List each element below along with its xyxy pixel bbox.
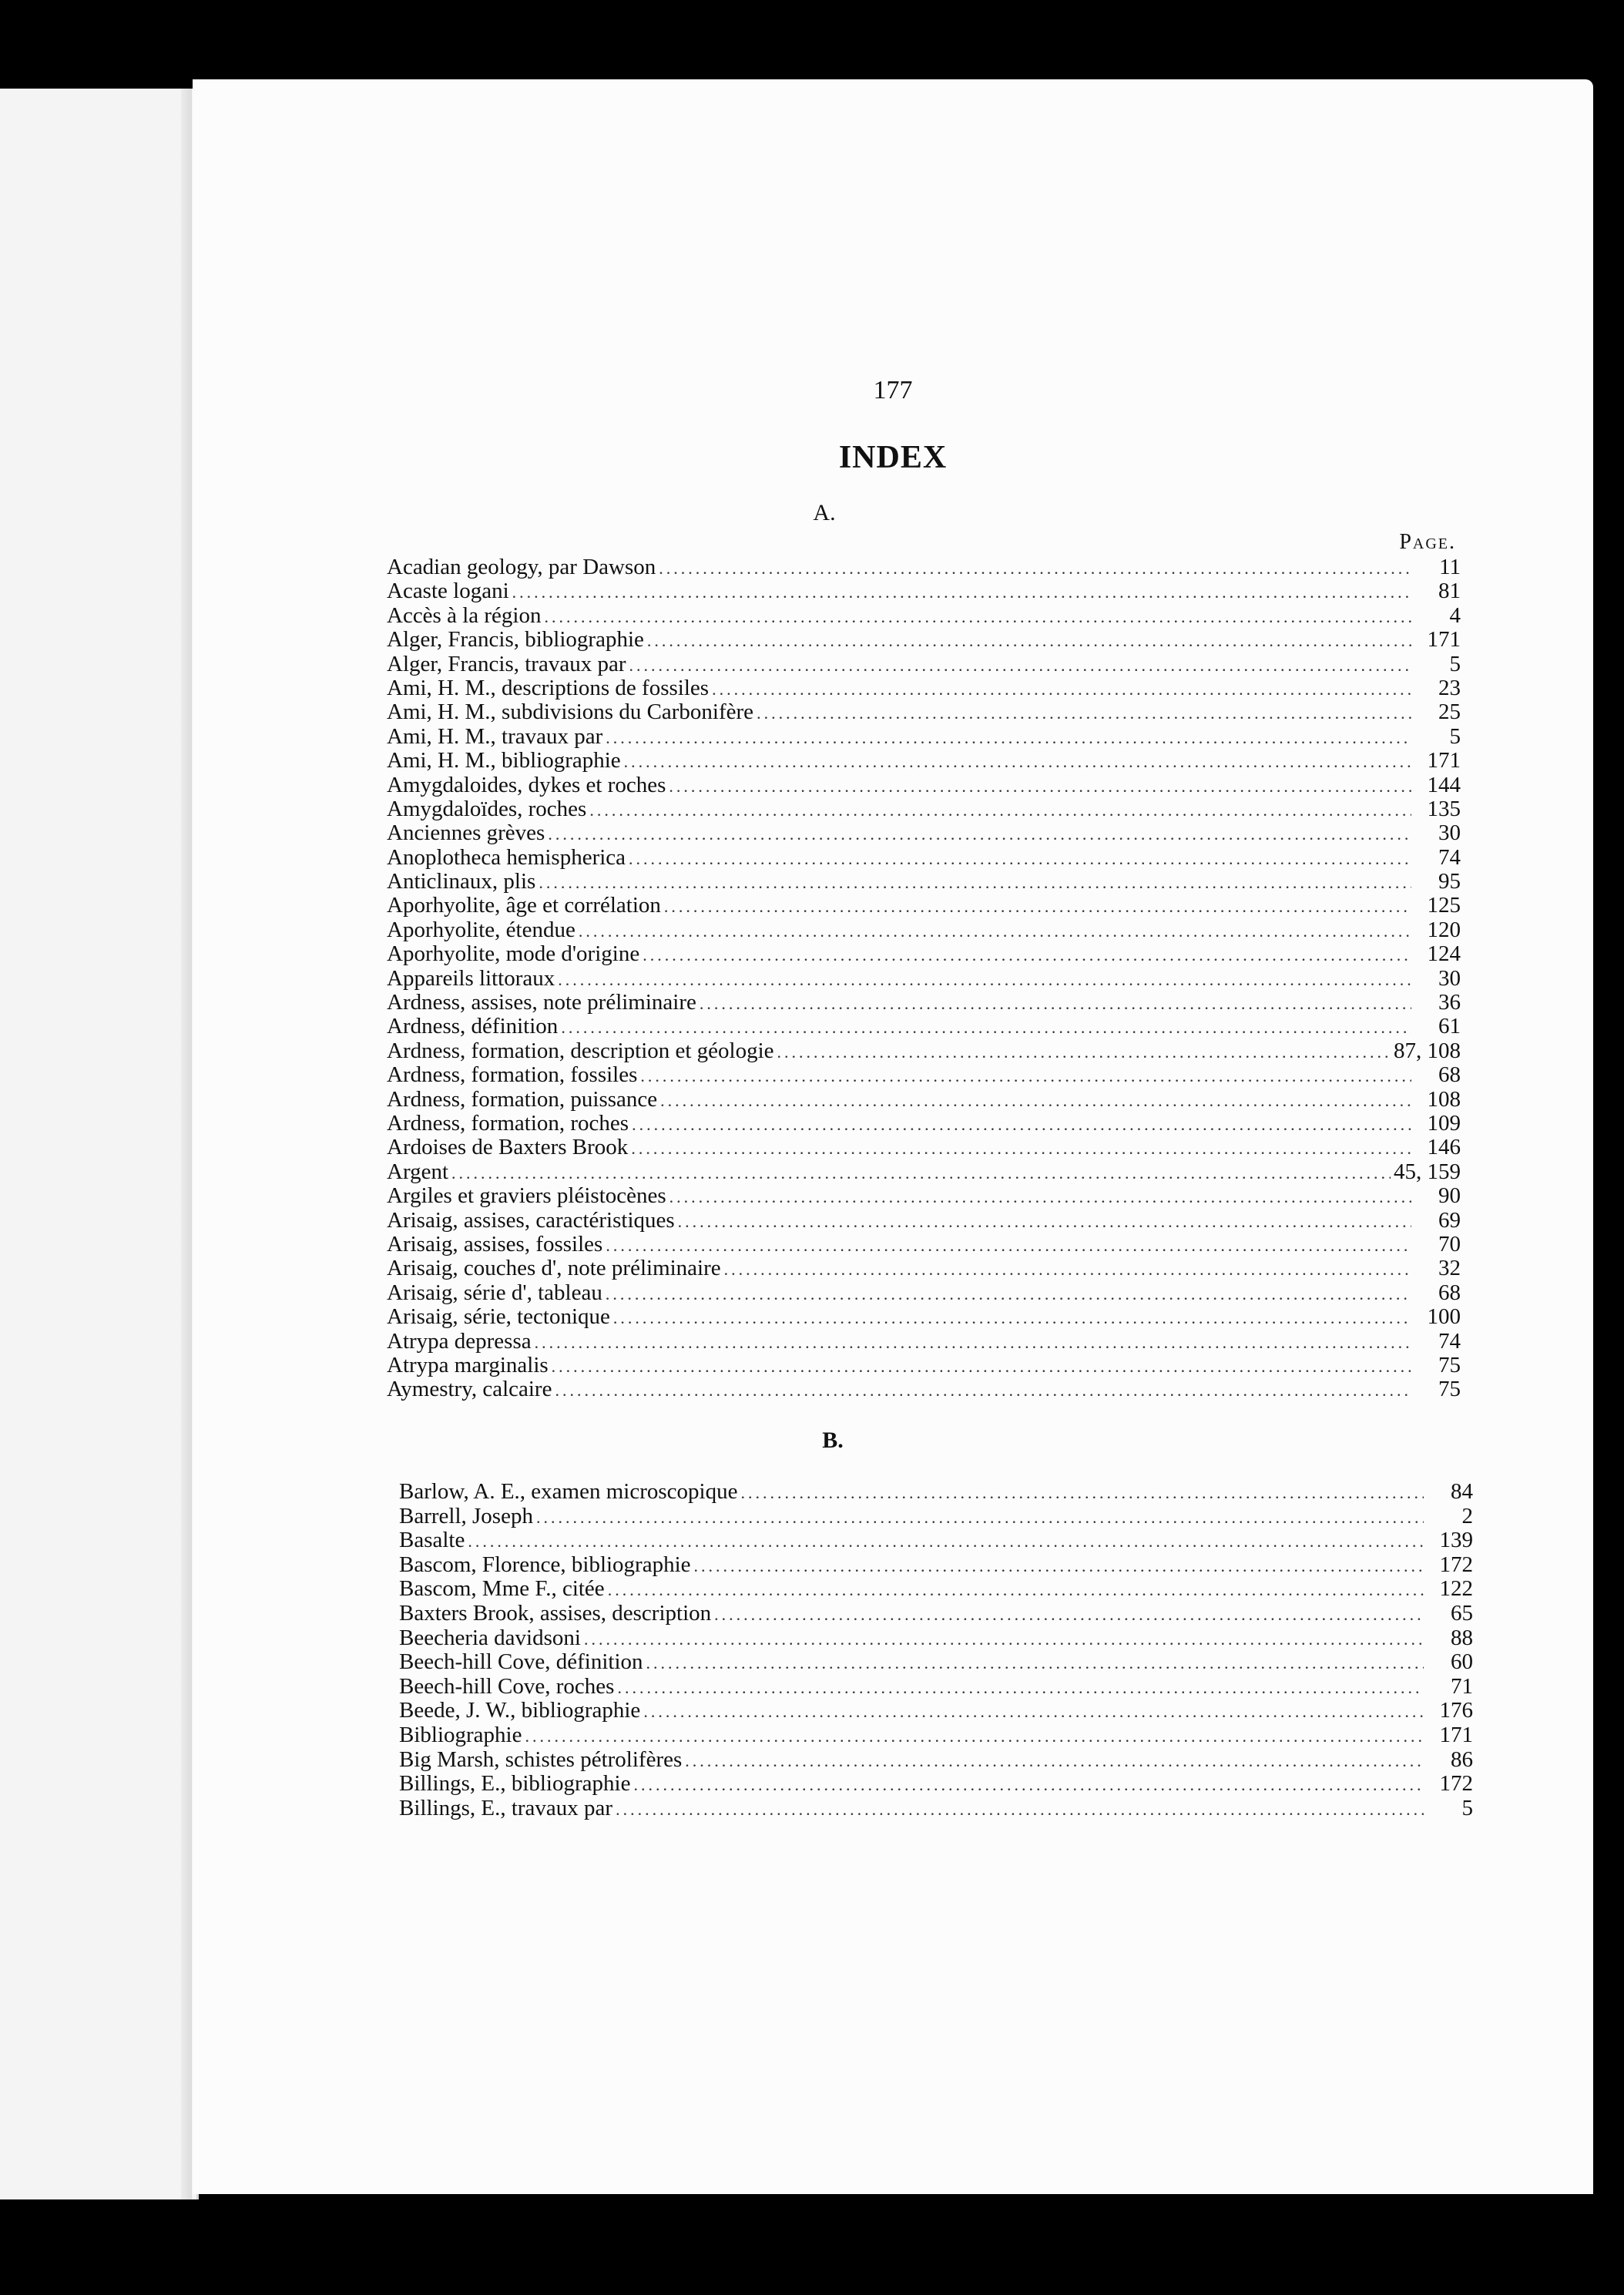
dot-leader [647,629,1411,652]
entry-label: Beech-hill Cove, définition [399,1650,643,1675]
dot-leader [669,774,1411,797]
entry-label: Ardness, assises, note préliminaire [387,991,696,1015]
entry-label: Aporhyolite, étendue [387,918,575,942]
index-entry [387,1136,1461,1159]
entry-label: Anoplotheca hemispherica [387,845,626,870]
dot-leader [451,1161,1391,1184]
dot-leader [724,1257,1411,1280]
entry-page-ref: 122 [1439,1577,1473,1602]
entry-label: Bibliographie [399,1723,522,1747]
dot-leader [633,1773,1424,1797]
entry-label: Atrypa marginalis [387,1353,549,1377]
dot-leader [678,1210,1411,1233]
entry-label: Basalte [399,1528,465,1553]
dot-leader [536,1505,1424,1529]
dot-leader [757,701,1411,724]
index-entry [387,894,1461,918]
entry-page-ref: 70 [1438,1232,1461,1257]
entry-page-ref: 146 [1427,1136,1461,1160]
entry-page-ref: 75 [1438,1377,1461,1402]
section-heading-b: B. [822,1428,844,1453]
dot-leader [544,605,1411,628]
index-entry [387,604,1461,628]
index-entry [387,700,1461,724]
entry-label: Bascom, Florence, bibliographie [399,1552,691,1577]
dot-leader [714,1602,1424,1626]
entry-label: Ardness, définition [387,1015,559,1039]
entry-page-ref: 171 [1439,1723,1473,1747]
entry-page-ref: 124 [1427,942,1461,967]
entry-label: Ami, H. M., travaux par [387,724,603,749]
index-entry [387,1330,1461,1354]
dot-leader [606,1233,1411,1257]
dot-leader [616,1797,1424,1821]
dot-leader [561,1015,1411,1038]
entry-page-ref: 74 [1438,1329,1461,1354]
index-entry [399,1699,1473,1723]
dot-leader [584,1627,1424,1651]
entry-label: Argiles et graviers pléistocènes [387,1184,666,1209]
entry-label: Ardness, formation, description et géologie [387,1038,774,1063]
dot-leader [664,894,1411,918]
index-entry [387,1233,1461,1257]
entry-label: Ardoises de Baxters Brook [387,1136,629,1160]
entry-page-ref: 171 [1427,749,1461,773]
entry-page-ref: 5 [1449,652,1461,676]
entry-label: Arisaig, assises, caractéristiques [387,1208,675,1233]
dot-leader [632,1112,1411,1136]
index-entry [399,1748,1473,1773]
entry-label: Accès à la région [387,603,542,628]
dot-leader [613,1306,1411,1329]
entry-page-ref: 45, 159 [1394,1159,1461,1184]
index-entry [387,942,1461,966]
entry-page-ref: 69 [1438,1208,1461,1233]
entry-label: Ami, H. M., descriptions de fossiles [387,676,710,700]
dot-leader [535,1330,1411,1354]
entry-label: Arisaig, série d', tableau [387,1280,602,1305]
index-entry [399,1675,1473,1699]
index-entry [387,1112,1461,1136]
entry-page-ref: 4 [1449,603,1461,628]
entry-label: Argent [387,1159,449,1184]
entry-page-ref: 68 [1438,1280,1461,1305]
index-entry [387,967,1461,991]
index-entry [387,1257,1461,1280]
entry-label: Beecheria davidsoni [399,1626,581,1650]
dot-leader [548,822,1411,845]
dot-leader [606,726,1411,749]
entry-label: Amygdaloides, dykes et roches [387,773,666,797]
entry-page-ref: 75 [1438,1353,1461,1377]
index-entry [387,991,1461,1015]
index-entry [399,1650,1473,1675]
page-title: INDEX [838,440,948,475]
entry-page-ref: 120 [1427,918,1461,942]
entry-page-ref: 135 [1427,797,1461,821]
entry-label: Atrypa depressa [387,1329,532,1354]
entry-label: Acaste logani [387,579,509,604]
dot-leader [552,1354,1411,1377]
dot-leader [740,1481,1424,1505]
page-column-header: Page. [1399,530,1456,554]
entry-page-ref: 5 [1449,724,1461,749]
entry-label: Anticlinaux, plis [387,870,536,894]
index-entry [387,918,1461,942]
index-entry [387,1305,1461,1329]
entry-page-ref: 144 [1427,773,1461,797]
dot-leader [468,1529,1424,1553]
dot-leader [700,991,1411,1015]
index-entry [387,797,1461,821]
entry-page-ref: 108 [1427,1087,1461,1112]
entry-page-ref: 36 [1438,991,1461,1015]
entry-page-ref: 23 [1438,676,1461,700]
index-entry [399,1553,1473,1578]
index-entry [387,653,1461,676]
index-entry [387,555,1461,579]
entry-page-ref: 74 [1438,845,1461,870]
entry-label: Amygdaloïdes, roches [387,797,587,821]
entry-page-ref: 172 [1439,1552,1473,1577]
entry-label: Ardness, formation, fossiles [387,1063,638,1088]
dot-leader [512,580,1411,603]
entry-label: Arisaig, assises, fossiles [387,1232,603,1257]
dot-leader [777,1040,1391,1063]
dot-leader [629,847,1411,870]
entry-page-ref: 71 [1451,1674,1473,1699]
dot-leader [629,653,1411,676]
index-entry [399,1480,1473,1505]
dot-leader [589,798,1411,821]
entry-page-ref: 61 [1438,1015,1461,1039]
index-entry [387,1160,1461,1184]
index-entry [387,725,1461,749]
page-number: 177 [873,376,913,404]
index-entry [399,1797,1473,1821]
index-entry [387,1354,1461,1377]
entry-page-ref: 176 [1439,1699,1473,1723]
entry-label: Acadian geology, par Dawson [387,555,656,579]
dot-leader [606,1282,1411,1305]
entry-label: Baxters Brook, assises, description [399,1601,712,1626]
index-entry [387,1184,1461,1208]
index-entry [387,676,1461,700]
index-entry [399,1577,1473,1602]
entry-label: Big Marsh, schistes pétrolifères [399,1747,683,1772]
entry-page-ref: 2 [1461,1504,1473,1528]
dot-leader [624,750,1411,773]
index-entry [399,1602,1473,1626]
entry-label: Barrell, Joseph [399,1504,533,1528]
index-entry [387,1209,1461,1233]
entry-page-ref: 84 [1451,1480,1473,1504]
dot-leader [525,1724,1424,1748]
entry-page-ref: 87, 108 [1394,1038,1461,1063]
dot-leader [646,1651,1424,1675]
entry-label: Aymestry, calcaire [387,1377,552,1402]
entry-label: Alger, Francis, bibliographie [387,628,644,653]
entry-page-ref: 139 [1439,1528,1473,1553]
entry-label: Billings, E., travaux par [399,1796,613,1820]
dot-leader [643,943,1411,966]
entry-label: Beede, J. W., bibliographie [399,1699,641,1723]
entry-label: Arisaig, couches d', note préliminaire [387,1257,721,1281]
entry-page-ref: 90 [1438,1184,1461,1209]
entry-page-ref: 5 [1461,1796,1473,1820]
entry-label: Barlow, A. E., examen microscopique [399,1480,738,1504]
entry-page-ref: 86 [1451,1747,1473,1772]
index-entry [387,1039,1461,1063]
dot-leader [608,1578,1424,1602]
dot-leader [643,1699,1424,1723]
dot-leader [558,968,1411,991]
entry-page-ref: 32 [1438,1257,1461,1281]
dot-leader [539,871,1411,894]
entry-label: Anciennes grèves [387,821,545,846]
index-page [193,79,1593,2194]
index-entry [387,1281,1461,1305]
dot-leader [685,1749,1424,1773]
section-heading-a: A. [813,500,836,525]
dot-leader [712,677,1411,700]
entry-page-ref: 65 [1451,1601,1473,1626]
entry-page-ref: 88 [1451,1626,1473,1650]
index-entry [387,1377,1461,1401]
dot-leader [617,1676,1424,1699]
index-entry [387,870,1461,894]
index-list-b [399,1480,1473,1820]
entry-page-ref: 109 [1427,1111,1461,1136]
index-entry [387,628,1461,652]
index-list-a [387,555,1461,1402]
entry-label: Appareils littoraux [387,966,555,991]
entry-label: Alger, Francis, travaux par [387,652,626,676]
entry-label: Aporhyolite, mode d'origine [387,942,640,967]
entry-label: Ami, H. M., subdivisions du Carbonifère [387,700,754,725]
dot-leader [660,1089,1411,1112]
dot-leader [631,1136,1411,1159]
entry-page-ref: 125 [1427,894,1461,918]
entry-label: Ami, H. M., bibliographie [387,749,621,773]
index-entry [387,1088,1461,1112]
entry-label: Ardness, formation, puissance [387,1087,658,1112]
entry-label: Beech-hill Cove, roches [399,1674,615,1699]
book-gutter [181,89,192,2199]
entry-label: Bascom, Mme F., citée [399,1577,605,1602]
dot-leader [640,1064,1411,1087]
entry-label: Ardness, formation, roches [387,1111,629,1136]
entry-page-ref: 30 [1438,966,1461,991]
dot-leader [669,1185,1411,1208]
index-entry [399,1723,1473,1748]
entry-page-ref: 25 [1438,700,1461,725]
index-entry [399,1772,1473,1797]
dot-leader [694,1554,1424,1578]
index-entry [387,846,1461,870]
dot-leader [555,1378,1411,1401]
dot-leader [659,556,1411,579]
index-entry [387,579,1461,603]
entry-page-ref: 60 [1451,1650,1473,1675]
entry-page-ref: 100 [1427,1305,1461,1330]
entry-page-ref: 68 [1438,1063,1461,1088]
index-entry [399,1626,1473,1651]
entry-label: Billings, E., bibliographie [399,1772,631,1797]
entry-page-ref: 30 [1438,821,1461,846]
index-entry [387,821,1461,845]
entry-page-ref: 11 [1439,555,1461,579]
entry-label: Aporhyolite, âge et corrélation [387,894,661,918]
index-entry [399,1505,1473,1529]
index-entry [387,1063,1461,1087]
dot-leader [579,919,1411,942]
index-entry [387,749,1461,773]
entry-page-ref: 171 [1427,628,1461,653]
entry-page-ref: 95 [1438,870,1461,894]
index-entry [387,773,1461,797]
entry-label: Arisaig, série, tectonique [387,1305,610,1330]
index-entry [399,1528,1473,1553]
index-entry [387,1015,1461,1038]
facing-page-edge [0,89,199,2199]
entry-page-ref: 81 [1438,579,1461,604]
entry-page-ref: 172 [1439,1772,1473,1797]
